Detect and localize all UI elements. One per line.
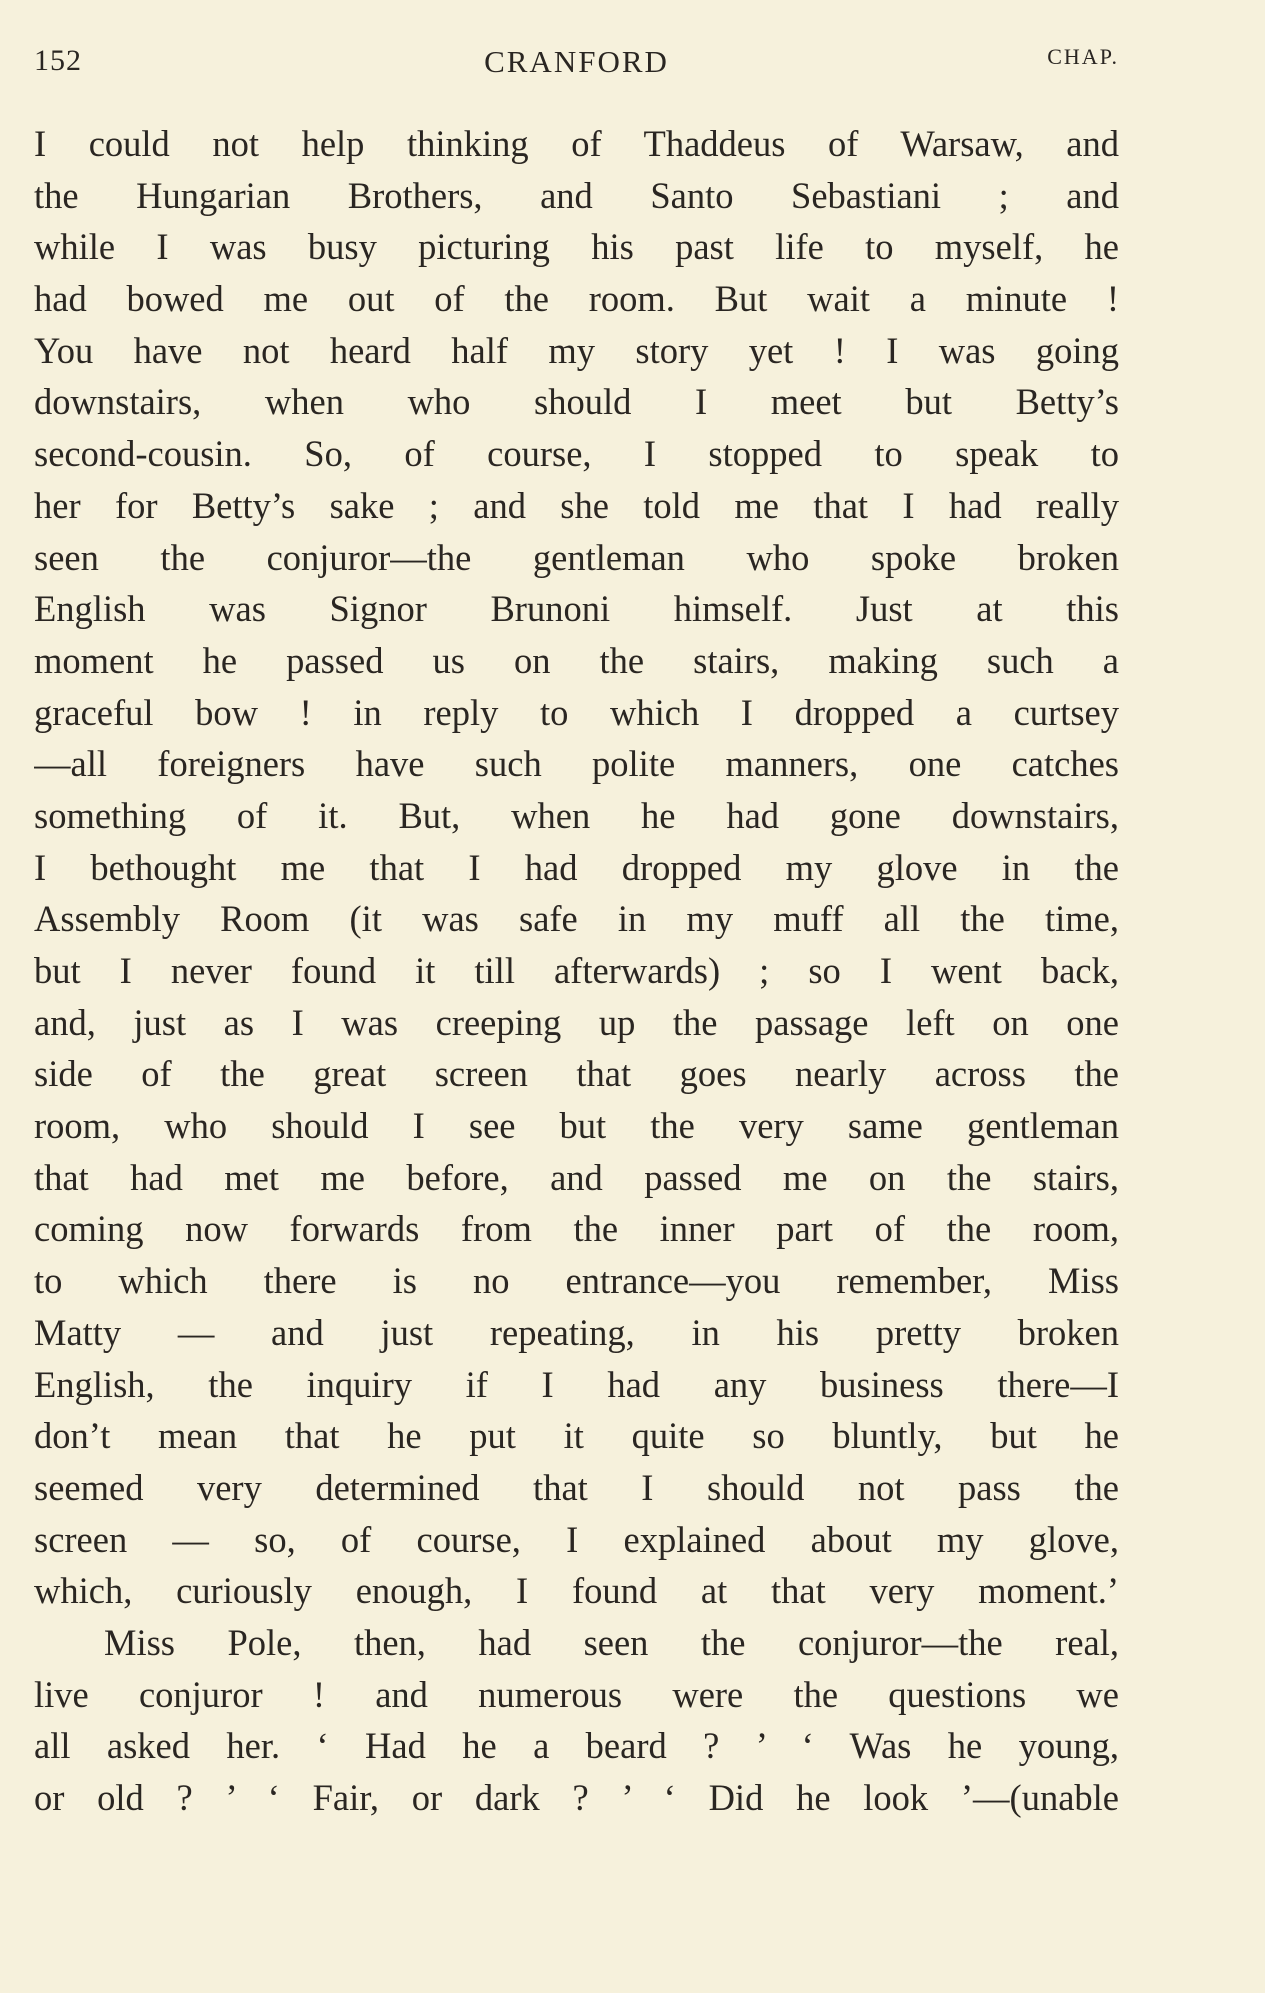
body-text — [34, 118, 1119, 1824]
text-line: seemed very determined that I should not pass the — [34, 1466, 1119, 1508]
text-line: English, the inquiry if I had any business there—I — [34, 1363, 1119, 1405]
book-title: CRANFORD — [484, 44, 669, 79]
chapter-label: CHAP. — [1047, 44, 1119, 69]
text-line: Assembly Room (it was safe in my muff all the time, — [34, 898, 1119, 940]
text-line: room, who should I see but the very same gentleman — [34, 1105, 1119, 1147]
text-line: graceful bow ! in reply to which I dropped a curtsey — [34, 691, 1119, 733]
text-line: moment he passed us on the stairs, making such a — [34, 639, 1119, 681]
text-line: the Hungarian Brothers, and Santo Sebastiani ; and — [34, 174, 1119, 216]
text-line: English was Signor Brunoni himself. Just at this — [34, 588, 1119, 630]
text-line: but I never found it till afterwards) ; so I went back, — [34, 950, 1119, 991]
text-line: I could not help thinking of Thaddeus of Warsaw, and — [34, 123, 1119, 164]
text-line: Matty — and just repeating, in his pretty broken — [34, 1311, 1119, 1353]
text-line: second-cousin. So, of course, I stopped to speak to — [34, 433, 1119, 475]
text-line: You have not heard half my story yet ! I was going — [34, 329, 1119, 371]
text-line: side of the great screen that goes nearly across the — [34, 1053, 1119, 1095]
text-line: I bethought me that I had dropped my glove in the — [34, 846, 1119, 888]
page-number: 152 — [34, 44, 82, 77]
text-line: screen — so, of course, I explained about my glove, — [34, 1518, 1119, 1560]
running-head — [34, 44, 1119, 84]
text-line: her for Betty’s sake ; and she told me that I had really — [34, 484, 1119, 526]
text-line: seen the conjuror—the gentleman who spoke broken — [34, 536, 1119, 578]
text-line: —all foreigners have such polite manners, one catches — [34, 743, 1119, 785]
text-line: all asked her. ‘ Had he a beard ? ’ ‘ Was he young, — [34, 1725, 1119, 1767]
text-line: that had met me before, and passed me on the stairs, — [34, 1156, 1119, 1198]
text-line: while I was busy picturing his past life to myself, he — [34, 226, 1119, 268]
text-line: don’t mean that he put it quite so bluntly, but he — [34, 1415, 1119, 1457]
text-line: or old ? ’ ‘ Fair, or dark ? ’ ‘ Did he look ’—(unable — [34, 1777, 1119, 1818]
text-line: live conjuror ! and numerous were the questions we — [34, 1673, 1119, 1715]
text-line: something of it. But, when he had gone downstairs, — [34, 794, 1119, 836]
text-line: downstairs, when who should I meet but Betty’s — [34, 381, 1119, 423]
text-line: and, just as I was creeping up the passage left on one — [34, 1001, 1119, 1043]
text-line: coming now forwards from the inner part of the room, — [34, 1208, 1119, 1250]
text-line: had bowed me out of the room. But wait a minute ! — [34, 278, 1119, 320]
paragraph-start-line: Miss Pole, then, had seen the conjuror—the real, — [104, 1621, 1119, 1663]
text-line: to which there is no entrance—you remember, Miss — [34, 1260, 1119, 1302]
text-line: which, curiously enough, I found at that very moment.’ — [34, 1570, 1119, 1612]
